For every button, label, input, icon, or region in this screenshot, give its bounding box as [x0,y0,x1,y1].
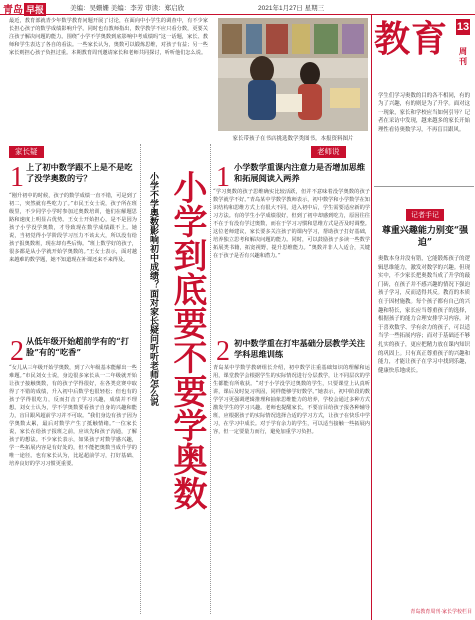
section-subtitle: 周刊 [459,46,467,66]
right-rule [374,186,474,187]
article-body: “女儿从三年级开始学奥数，到了六年级基本能解出一些难题。”市民刘女士说，身边很多家长从一二年级就开始让孩子接触奥数，有的孩子学得很好，在各类竞赛中取得了不错的成绩，升入初中后数学也很轻松；但也有的孩子学得很吃力，反而打击了学习兴趣，成绩并不理想。刘女士认为，学不学奥数要看孩子自身的兴趣和能力，盲目跟风超前学习并不可取。“我们身边有孩子因为学奥数太累，最后对数学产生了抵触情绪。”一位家长说，家长在给孩子报班之前，应该先和孩子沟通，了解孩子的想法。不少家长表示，如果孩子对数学感兴趣，学一些拓展内容是有好处的，但不能把奥数当成升学的唯一途径。也有家长认为，比起超前学习，打好基础、培养良好的学习习惯更重要。 [9,365,137,467]
article-title: 小学数学重课内注意力是否增加思维和拓展阅读入两养 [234,162,366,183]
column-divider [371,15,372,620]
article-number: 2 [10,336,24,367]
article-number: 1 [10,162,24,193]
commentary-intro: 学生们学习奥数的目的各不相同，有的为了兴趣，有的则是为了升学。面对这一现象，家长和学校应当如何引导？记者在采访中发现，越来越多的家长开始理性看待奥数学习，不再盲目跟风。 [378,93,470,133]
bookstore-photo [218,18,368,131]
headline-subtitle: 小学不学奥数影响初中成绩？面对家长疑问听听老师怎么说 [148,172,158,406]
logo-box: 早报 [26,5,45,15]
issue-date: 2021年1月27日 星期三 [258,5,325,12]
newspaper-logo [3,1,46,16]
editor-credits: 美编：吴姗姗 美编：李芳 审读：郑启欣 [70,5,185,12]
article-title: 初中数学重在打牢基础分层教学关注学科思维训练 [234,338,366,359]
teacher-section-label: 老师说 [311,146,346,158]
photo-illustration [218,18,368,131]
article-title: 上了初中数学跟不上是不是吃了没学奥数的亏？ [26,162,133,183]
commentary-title: 尊重兴趣能力别变“强迫” [381,226,469,248]
headline-title: 小学到底要不要学奥数 [167,170,207,510]
commentary-body: 奥数本身并没有错，它能锻炼孩子的逻辑思维能力，激发对数学的兴趣。但现实中，不少家长把奥数当成了升学的敲门砖，在孩子并不感兴趣的情况下强迫孩子学习，反而适得其反。教育的本质在于因材施教。每个孩子都有自己的兴趣和特长，家长应当尊重孩子的选择，根据孩子的能力合理安排学习内容。对于喜欢数学、学有余力的孩子，可以适当学一些拓展内容；而对于基础还不够扎实的孩子，更应把精力放在课内知识的巩固上。只有真正尊重孩子的兴趣和能力，才能让孩子在学习中找到乐趣，健康快乐地成长。 [378,256,470,374]
photo-caption: 家长带孩子在书店挑选数学类图书。本报资料图片 [232,136,354,142]
page-header [0,0,475,15]
logo-text: 青岛 [3,5,23,16]
divider-left [140,144,141,614]
section-title: 教育 [374,19,449,60]
page-number: 13 [456,21,470,33]
section-banner [374,18,472,72]
article-number: 1 [216,162,230,193]
article-body: “刚升初中的时候，孩子的数学成绩一直不错，可是到了初二，突然就有些吃力了。”市民王女士说，孩子所在班级里，不少同学小学时参加过奥数培训，他们在解题思路和速度上明显占优势。王女士开始担心，是不是因为孩子小学没学奥数，才导致现在数学成绩跟不上。她说，当初觉得小学阶段学习压力不该太大，所以没有给孩子报奥数班，现在却有些后悔。“班上数学好的孩子，很多都是从小学就开始学奥数的。”王女士表示，面对越来越难的数学题，她不知道现在补课还来不来得及。 [9,193,137,263]
parent-section-label: 家长疑 [9,146,44,158]
article-title: 从低年级开始超前学有的“打脸”有的“吃香” [26,336,129,357]
article-body: “学习奥数的孩子思维确实比较活跃，但并不意味着没学奥数的孩子数学就学不好。”青岛某中学数学教师表示，初中数学和小学数学在知识结构和思维方式上有很大不同，进入初中后，学生需要适应新的学习方法。有的学生小学成绩很好，但到了初中却感到吃力，原因往往不在于有没有学过奥数，而在于学习习惯和思维方式是否及时调整。这位老师建议，家长要多关注孩子的课内学习，帮助孩子打好基础，培养独立思考和解决问题的能力。同时，可以鼓励孩子多读一些数学拓展类书籍，拓宽视野，提升思维能力。“奥数并非人人适合，关键在于孩子是否有兴趣和潜力。” [213,189,370,259]
divider-right [210,144,211,614]
article-number: 2 [216,336,230,367]
intro-text: 最近，教育部就青少年数学教育问题开展了讨论，在面向中小学生的调查中，有不少家长担心孩子的数学成绩影响升学。同时也有教师指出，数学教学不应只看分数，更要关注孩子解决问题的能力。围绕“小学不学奥数到底影响中考成绩吗”这一话题，家长、教师和学生表达了各自的看法。一些家长认为，奥数可以锻炼思维，对孩子有益；另一些家长则担心孩子负担过重。本期教育周刊邀请家长和老师共同探讨，听听他们怎么说。 [9,18,208,56]
footer-text: 青岛教育周刊·家长学校栏目 [410,609,472,615]
commentary-label: 记者手记 [406,209,444,221]
article-body: 青岛某中学数学教研组长介绍，初中数学注重基础知识的理解和运用，课堂教学会根据学生的实际情况进行分层教学，让不同层次的学生都能有所收获。“对于小学没学过奥数的学生，只要课堂上认真听讲，课后及时复习巩固，同样能够学好数学。”她表示，初中阶段的数学学习更强调逻辑推理和抽象思维能力的培养，学校会通过多种方式激发学生的学习兴趣。老师也提醒家长，不要盲目给孩子报各种辅导班，应根据孩子的实际情况选择合适的学习方式，让孩子在快乐中学习，在学习中成长。对于学有余力的学生，可以适当接触一些拓展内容，但一定要量力而行，避免加重学习负担。 [213,365,370,435]
